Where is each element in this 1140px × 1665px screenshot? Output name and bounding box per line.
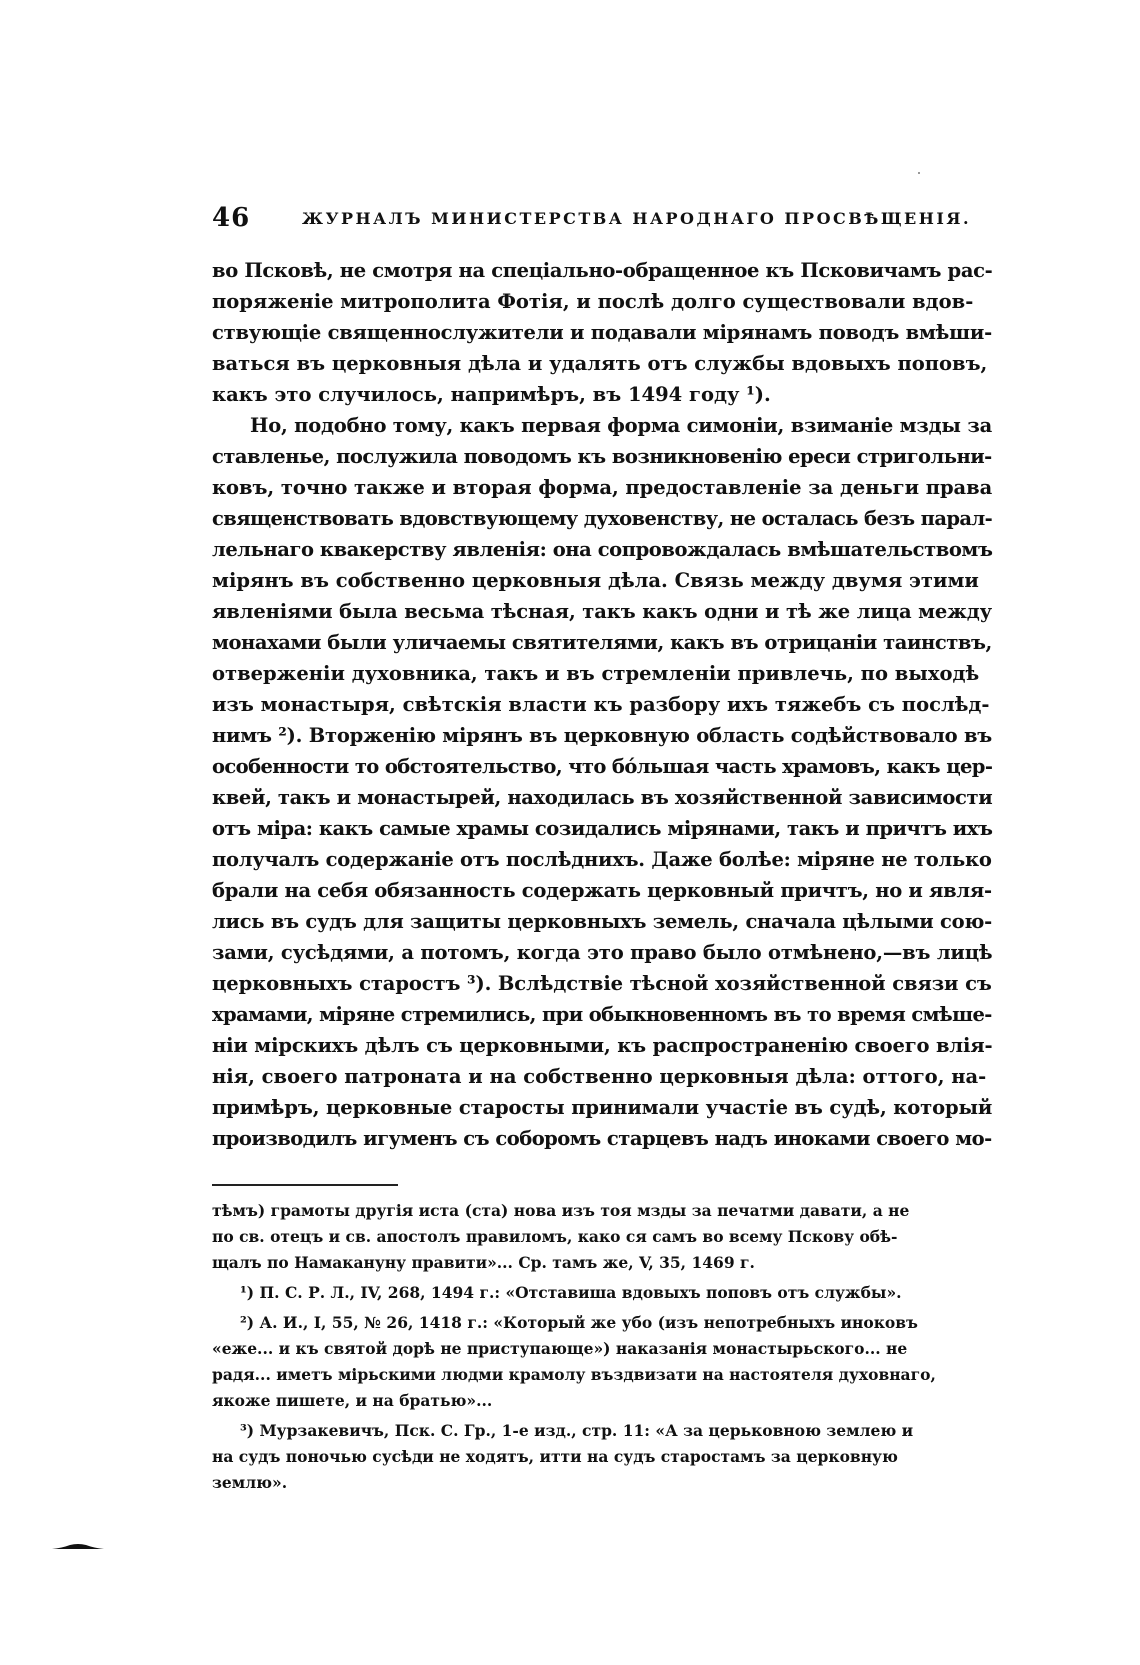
body-line: какъ это случилось, напримѣръ, въ 1494 году ¹). [212,383,771,406]
body-line: отверженіи духовника, такъ и въ стремленіи привлечь, по выходѣ [212,662,980,685]
body-line: квей, такъ и монастырей, находилась въ хозяйственной зависимости [212,786,993,809]
body-line: храмами, міряне стремились, при обыкновенномъ въ то время смѣше- [212,1003,992,1026]
body-line: отъ міра: какъ самые храмы созидались мірянами, такъ и причтъ ихъ [212,817,993,840]
body-line: ствующіе священнослужители и подавали мірянамъ поводъ вмѣши- [212,321,992,344]
paragraph-start-line: Но, подобно тому, какъ первая форма симоніи, взиманіе мзды за [250,414,992,437]
footnote-line: по св. отецъ и св. апостолъ правиломъ, како ся самъ во всему Пскову обѣ- [212,1227,898,1246]
body-line: церковныхъ старостъ ³). Вслѣдствіе тѣсной хозяйственной связи съ [212,972,992,995]
body-line: примѣръ, церковные старосты принимали участіе въ судѣ, который [212,1096,993,1119]
body-line: лись въ судъ для защиты церковныхъ земель, сначала цѣлыми сою- [212,910,992,933]
footnote-line: тѣмъ) грамоты другія иста (ста) нова изъ тоя мзды за печатми давати, а не [212,1201,910,1220]
body-line: брали на себя обязанность содержать церковный причтъ, но и явля- [212,879,992,902]
page-number: 46 [212,203,251,233]
footnote-line: на судъ поночью сусѣди не ходятъ, итти на судъ старостамъ за церковную [212,1447,898,1466]
running-title: ЖУРНАЛЪ МИНИСТЕРСТВА НАРОДНАГО ПРОСВѢЩЕНІЯ. [302,209,972,228]
body-line: зами, сусѣдями, а потомъ, когда это право было отмѣнено,—въ лицѣ [212,941,993,964]
body-line: священствовать вдовствующему духовенству, не осталась безъ парал- [212,507,993,530]
body-line: во Псковѣ, не смотря на спеціально-обращенное къ Псковичамъ рас- [212,259,993,282]
footnote-1: ¹) П. С. Р. Л., IV, 268, 1494 г.: «Отставиша вдовыхъ поповъ отъ службы». [240,1283,902,1302]
body-line: получалъ содержаніе отъ послѣднихъ. Даже болѣе: міряне не только [212,848,992,871]
body-line: ніи мірскихъ дѣлъ съ церковными, къ распространенію своего влія- [212,1034,993,1057]
body-line: ковъ, точно также и вторая форма, предоставленіе за деньги права [212,476,993,499]
scan-margin-mark [52,1543,104,1550]
body-line: производилъ игуменъ съ соборомъ старцевъ надъ иноками своего мо- [212,1127,992,1150]
body-line: мірянъ въ собственно церковныя дѣла. Связь между двумя этими [212,569,979,592]
footnote-line: «еже... и къ святой дорѣ не приступающе») наказанія монастырьского... не [212,1339,908,1358]
body-line: явленіями была весьма тѣсная, такъ какъ одни и тѣ же лица между [212,600,992,623]
body-line: изъ монастыря, свѣтскія власти къ разбору ихъ тяжебъ съ послѣд- [212,693,990,716]
scan-speck [918,172,920,174]
body-line: поряженіе митрополита Фотія, и послѣ долго существовали вдов- [212,290,974,313]
footnote-line: радя... иметъ мірьскими людми крамолу въздвизати на настоятеля духовнаго, [212,1365,936,1384]
footnote-line: землю». [212,1473,288,1492]
body-line: ставленье, послужила поводомъ къ возникновенію ереси стригольни- [212,445,992,468]
body-line: ваться въ церковныя дѣла и удалять отъ службы вдовыхъ поповъ, [212,352,988,375]
body-line: нимъ ²). Вторженію мірянъ въ церковную область содѣйствовало въ [212,724,993,747]
footnotes [212,1198,992,1496]
body-line: особенности то обстоятельство, что бо́льшая часть храмовъ, какъ цер- [212,755,993,778]
footnote-line: щалъ по Намакануну правити»... Ср. тамъ же, V, 35, 1469 г. [212,1253,755,1272]
page-header [212,203,972,235]
body-text [212,255,992,1154]
footnote-2: ²) А. И., I, 55, № 26, 1418 г.: «Который же убо (изъ непотребныхъ иноковъ [240,1313,918,1332]
body-line: лельнаго квакерству явленія: она сопровождалась вмѣшательствомъ [212,538,993,561]
body-line: монахами были уличаемы святителями, какъ въ отрицаніи таинствъ, [212,631,992,654]
footnote-3: ³) Мурзакевичъ, Пск. С. Гр., 1-е изд., стр. 11: «А за церьковною землею и [240,1421,914,1440]
footnote-divider [212,1184,398,1186]
body-line: нія, своего патроната и на собственно церковныя дѣла: оттого, на- [212,1065,987,1088]
footnote-line: якоже пишете, и на братью»... [212,1391,493,1410]
